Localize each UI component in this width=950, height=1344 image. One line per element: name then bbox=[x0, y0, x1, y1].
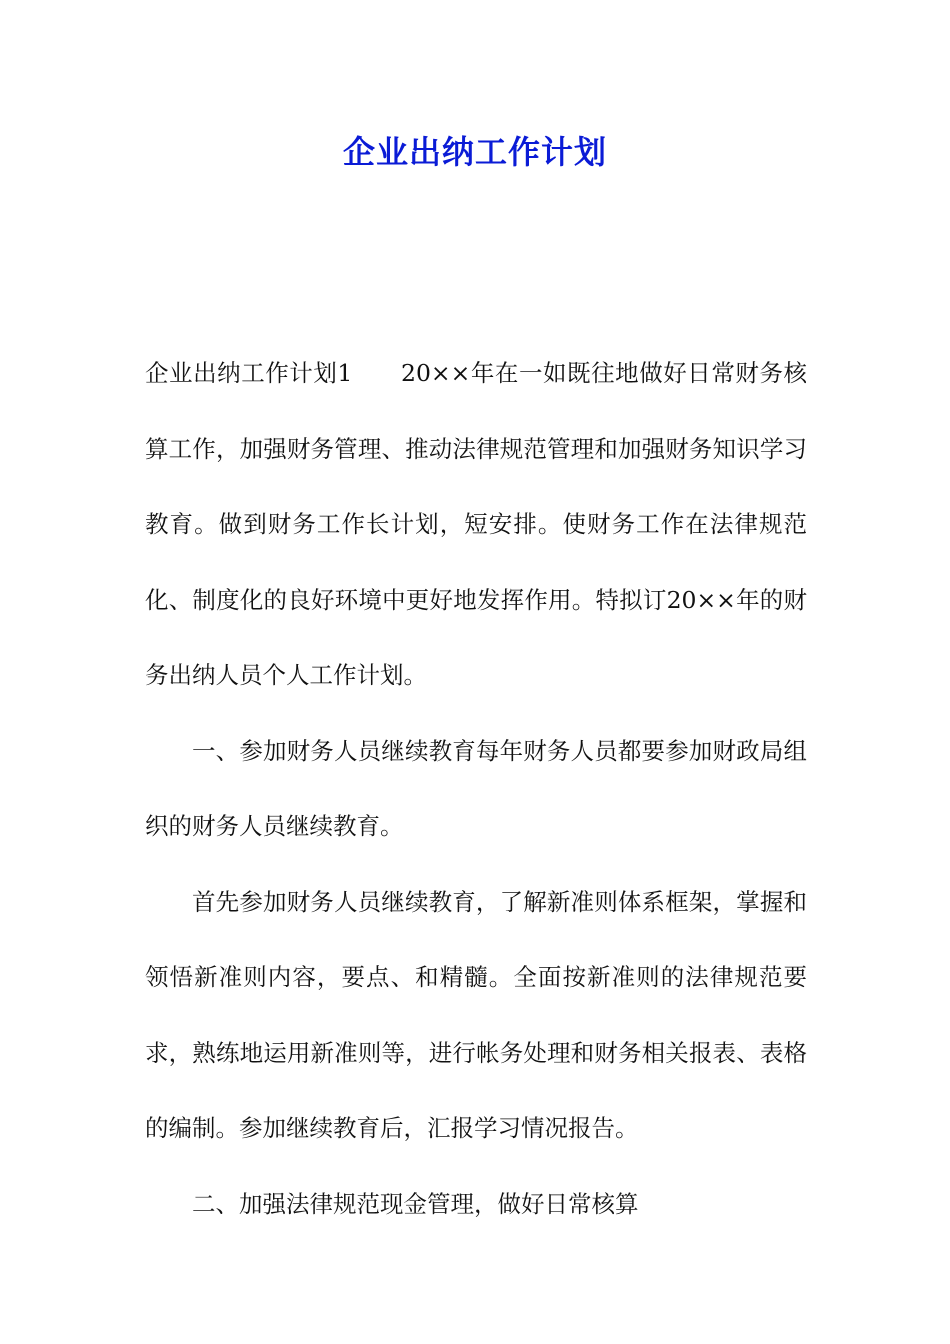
paragraph-intro: 企业出纳工作计划1 20××年在一如既往地做好日常财务核算工作，加强财务管理、推动法律规范管理和加强财务知识学习教育。做到财务工作长计划，短安排。使财务工作在法律规范化、制度化的良好环境中更好地发挥作用。特拟订20××年的财务出纳人员个人工作计划。 bbox=[145, 359, 807, 689]
paragraph-section-2: 二、加强法律规范现金管理，做好日常核算 bbox=[192, 1189, 639, 1218]
paragraph-section-1-detail: 首先参加财务人员继续教育，了解新准则体系框架，掌握和领悟新准则内容，要点、和精髓。全面按新准则的法律规范要求，熟练地运用新准则等，进行帐务处理和财务相关报表、表格的编制。参加继续教育后，汇报学习情况报告。 bbox=[145, 887, 807, 1142]
paragraph-section-1: 一、参加财务人员继续教育每年财务人员都要参加财政局组织的财务人员继续教育。 bbox=[145, 736, 807, 840]
document-body bbox=[145, 336, 807, 1242]
document-title: 企业出纳工作计划 bbox=[342, 133, 607, 171]
